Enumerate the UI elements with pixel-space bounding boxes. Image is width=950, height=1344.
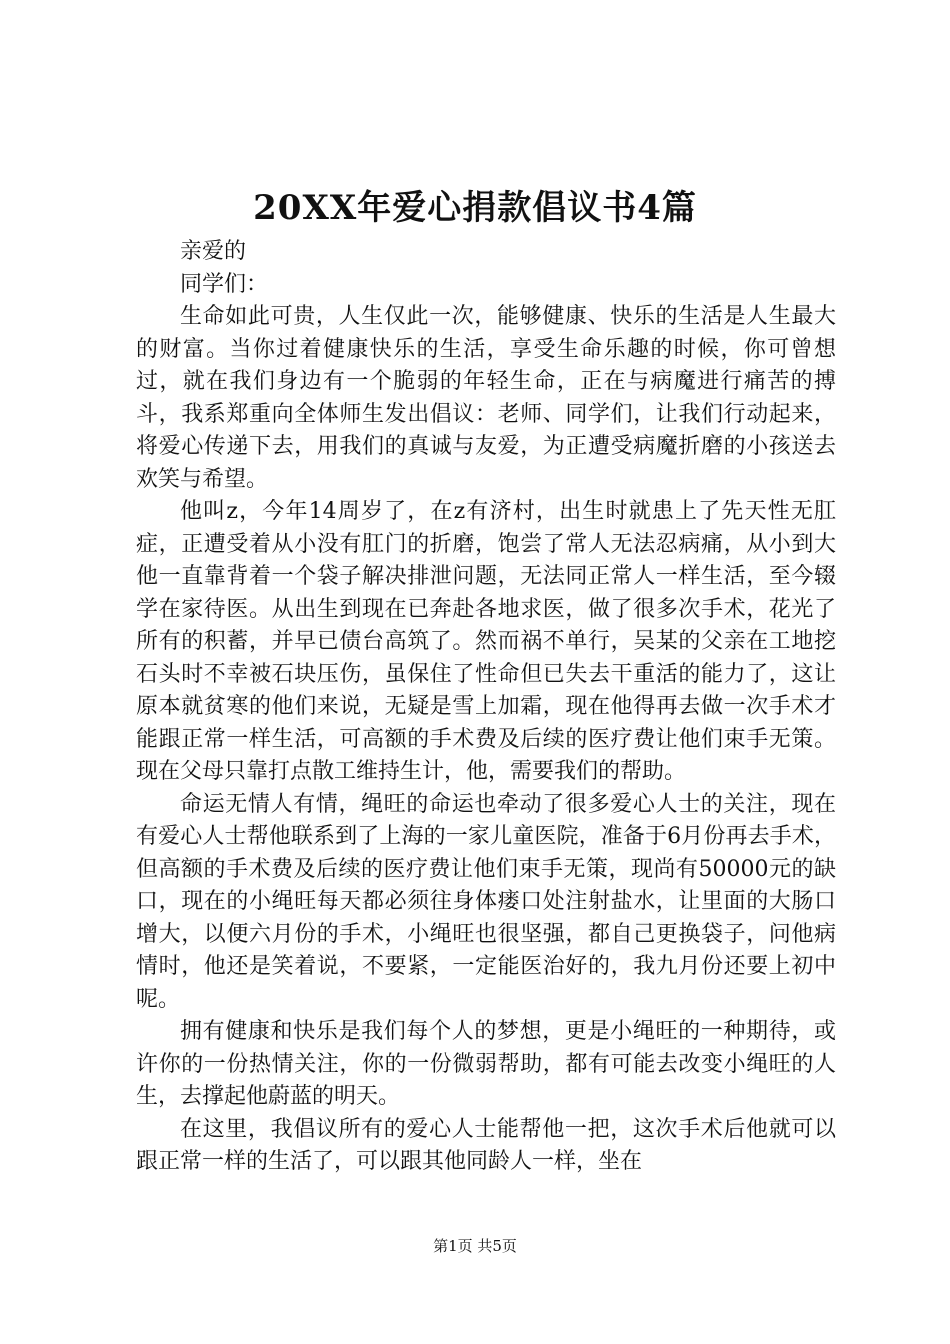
document-title: 20XX年爱心捐款倡议书4篇 bbox=[253, 188, 697, 228]
document-body bbox=[136, 236, 836, 1179]
page-footer: 第1页 共5页 bbox=[433, 1237, 517, 1255]
body-paragraph: 命运无情人有情，绳旺的命运也牵动了很多爱心人士的关注，现在有爱心人士帮他联系到了上海的一家儿童医院，准备于6月份再去手术，但高额的手术费及后续的医疗费让他们束手无策，现尚有50000元的缺口，现在的小绳旺每天都必须往身体瘘口处注射盐水，让里面的大肠口增大，以便六月份的手术，小绳旺也很坚强，都自己更换袋子，问他病情时，他还是笑着说，不要紧，一定能医治好的，我九月份还要上初中呢。 bbox=[136, 791, 836, 1012]
body-paragraph: 生命如此可贵，人生仅此一次，能够健康、快乐的生活是人生最大的财富。当你过着健康快乐的生活，享受生命乐趣的时候，你可曾想过，就在我们身边有一个脆弱的年轻生命，正在与病魔进行痛苦的搏斗，我系郑重向全体师生发出倡议：老师、同学们，让我们行动起来，将爱心传递下去，用我们的真诚与友爱，为正遭受病魔折磨的小孩送去欢笑与希望。 bbox=[136, 304, 836, 492]
body-paragraph: 拥有健康和快乐是我们每个人的梦想，更是小绳旺的一种期待，或许你的一份热情关注，你的一份微弱帮助，都有可能去改变小绳旺的人生，去撑起他蔚蓝的明天。 bbox=[136, 1019, 836, 1109]
salutation-line-2: 同学们： bbox=[180, 271, 269, 297]
body-paragraph: 他叫z，今年14周岁了，在z有济村，出生时就患上了先天性无肛症，正遭受着从小没有肛门的折磨，饱尝了常人无法忍病痛，从小到大他一直靠背着一个袋子解决排泄问题，无法同正常人一样生活，至今辍学在家待医。从出生到现在已奔赴各地求医，做了很多次手术，花光了所有的积蓄，并早已债台高筑了。然而祸不单行，吴某的父亲在工地挖石头时不幸被石块压伤，虽保住了性命但已失去干重活的能力了，这让原本就贫寒的他们来说，无疑是雪上加霜，现在他得再去做一次手术才能跟正常一样生活，可高额的手术费及后续的医疗费让他们束手无策。现在父母只靠打点散工维持生计，他，需要我们的帮助。 bbox=[136, 499, 836, 784]
body-paragraph: 在这里，我倡议所有的爱心人士能帮他一把，这次手术后他就可以跟正常一样的生活了，可以跟其他同龄人一样，坐在 bbox=[136, 1116, 836, 1174]
salutation-line-1: 亲爱的 bbox=[180, 239, 247, 264]
